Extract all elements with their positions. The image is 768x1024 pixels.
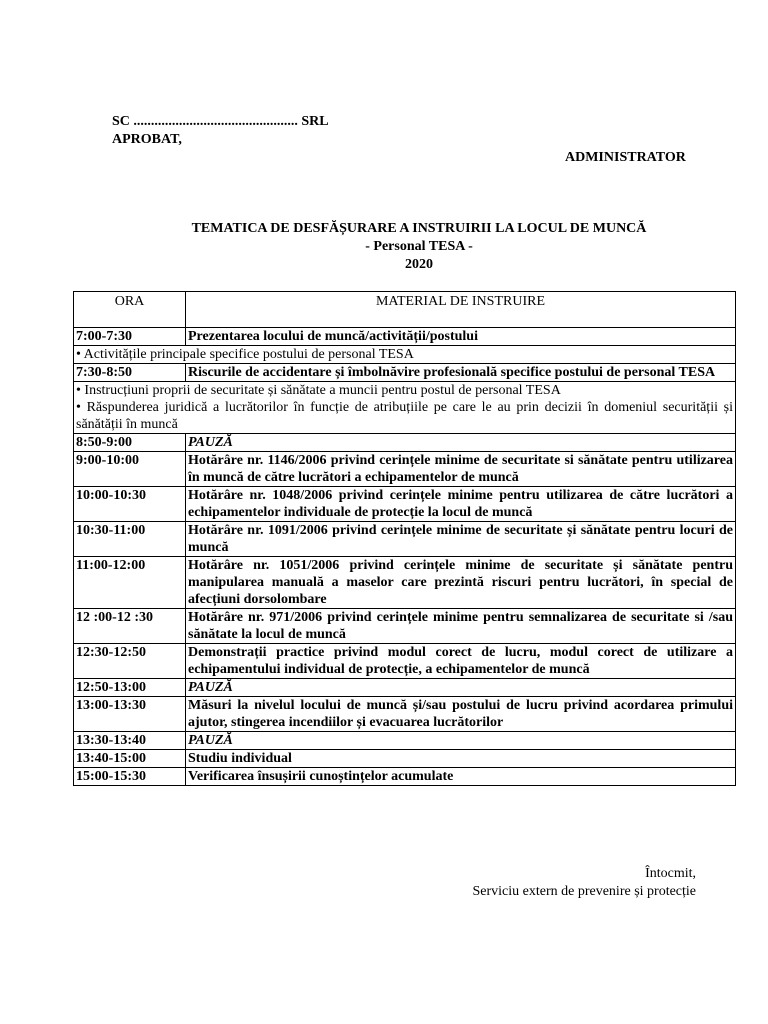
row-pause: PAUZĂ	[186, 679, 736, 697]
table-row	[74, 768, 736, 786]
row-topic: Verificarea însușirii cunoștințelor acumulate	[186, 768, 736, 786]
row-time: 13:00-13:30	[74, 697, 186, 732]
row-pause: PAUZĂ	[186, 732, 736, 750]
company-line: SC ............................................... SRL	[112, 114, 329, 129]
row-time: 12:30-12:50	[74, 644, 186, 679]
table-row	[74, 732, 736, 750]
prepared-by-service: Serviciu extern de prevenire și protecție	[472, 884, 696, 899]
row-time: 7:30-8:50	[74, 364, 186, 382]
row-time: 10:30-11:00	[74, 522, 186, 557]
document-title: TEMATICA DE DESFĂȘURARE A INSTRUIRII LA LOCUL DE MUNCĂ	[191, 221, 647, 236]
table-row	[74, 487, 736, 522]
row-time: 12:50-13:00	[74, 679, 186, 697]
table-header-row	[74, 292, 736, 328]
row-time: 10:00-10:30	[74, 487, 186, 522]
row-topic: Studiu individual	[186, 750, 736, 768]
row-topic: Riscurile de accidentare și îmbolnăvire profesională specifice postului de personal TESA	[186, 364, 736, 382]
table-row	[74, 399, 736, 434]
approved-label: APROBAT,	[112, 132, 182, 147]
table-row	[74, 382, 736, 400]
row-topic: Hotărâre nr. 1051/2006 privind cerințele minime de securitate și sănătate pentru manipularea manuală a maselor care prezintă riscuri pentru lucrători, în special de afecțiuni dorsolombare	[186, 557, 736, 609]
row-time: 8:50-9:00	[74, 434, 186, 452]
table-row	[74, 522, 736, 557]
row-time: 13:30-13:40	[74, 732, 186, 750]
row-note: • Răspunderea juridică a lucrătorilor în funcție de atribuțiile pe care le au prin decizii în domeniul securității și sănătății în muncă	[74, 399, 736, 434]
row-topic: Hotărâre nr. 1146/2006 privind cerințele minime de securitate si sănătate pentru utilizarea în muncă de către lucrători a echipamentelor de muncă	[186, 452, 736, 487]
row-topic: Măsuri la nivelul locului de muncă și/sau postului de lucru privind acordarea primului ajutor, stingerea incendiilor și evacuarea lucrătorilor	[186, 697, 736, 732]
table-row	[74, 364, 736, 382]
row-note: • Activitățile principale specifice postului de personal TESA	[74, 346, 736, 364]
header-material: MATERIAL DE INSTRUIRE	[186, 292, 736, 328]
row-topic: Prezentarea locului de muncă/activității/postului	[186, 328, 736, 346]
table-row	[74, 679, 736, 697]
table-row	[74, 346, 736, 364]
table-row	[74, 557, 736, 609]
training-schedule-table	[73, 291, 736, 786]
row-time: 11:00-12:00	[74, 557, 186, 609]
table-row	[74, 609, 736, 644]
header-ora: ORA	[74, 292, 186, 328]
row-topic: Hotărâre nr. 971/2006 privind cerințele minime pentru semnalizarea de securitate si /sau sănătate la locul de muncă	[186, 609, 736, 644]
table-row	[74, 328, 736, 346]
document-year: 2020	[405, 257, 433, 272]
row-note: • Instrucțiuni proprii de securitate și sănătate a muncii pentru postul de personal TESA	[74, 382, 736, 400]
table-row	[74, 644, 736, 679]
table-row	[74, 750, 736, 768]
row-topic: Hotărâre nr. 1048/2006 privind cerințele minime pentru utilizarea de către lucrători a echipamentelor individuale de protecție la locul de muncă	[186, 487, 736, 522]
table-row	[74, 452, 736, 487]
prepared-by-label: Întocmit,	[645, 866, 696, 881]
row-time: 9:00-10:00	[74, 452, 186, 487]
administrator-label: ADMINISTRATOR	[565, 150, 686, 165]
row-time: 7:00-7:30	[74, 328, 186, 346]
row-topic: Demonstrații practice privind modul corect de lucru, modul corect de utilizare a echipamentului individual de protecție, a echipamentelor de muncă	[186, 644, 736, 679]
row-topic: Hotărâre nr. 1091/2006 privind cerințele minime de securitate și sănătate pentru locuri de muncă	[186, 522, 736, 557]
table-row	[74, 434, 736, 452]
table-row	[74, 697, 736, 732]
row-time: 15:00-15:30	[74, 768, 186, 786]
row-time: 13:40-15:00	[74, 750, 186, 768]
row-pause: PAUZĂ	[186, 434, 736, 452]
row-time: 12 :00-12 :30	[74, 609, 186, 644]
document-subtitle: - Personal TESA -	[365, 239, 473, 254]
